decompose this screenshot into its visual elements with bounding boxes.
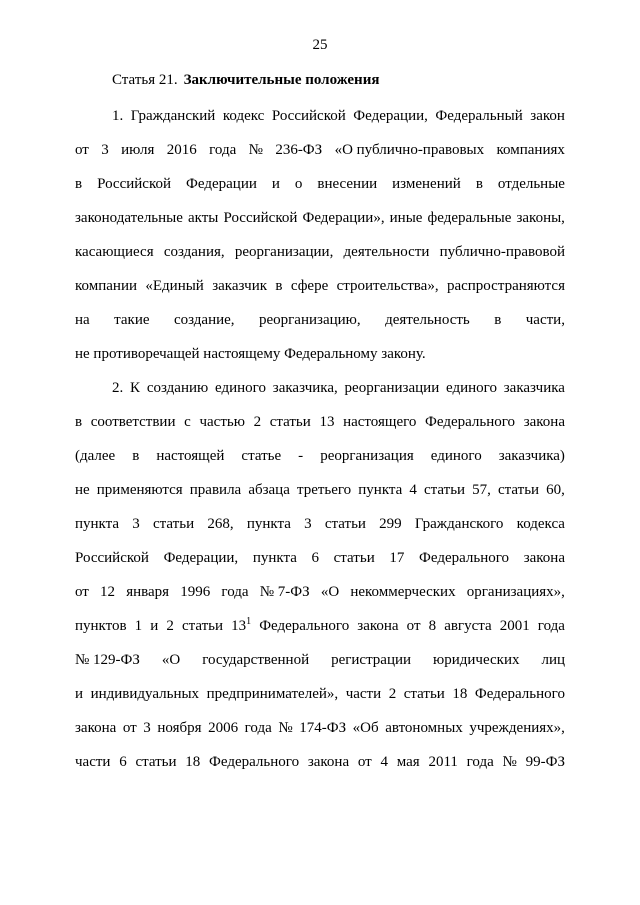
superscript: 1 (246, 616, 252, 627)
word: единого (430, 448, 482, 464)
word: частью (199, 414, 245, 430)
word: Федерации (186, 176, 257, 192)
word: создания, (163, 244, 225, 260)
word: не (75, 482, 90, 498)
word: в (275, 278, 283, 294)
word: статьи (423, 482, 466, 498)
word: кодекс (222, 108, 265, 124)
word: в (75, 414, 83, 430)
word: «О публично-правовых (334, 142, 485, 158)
word: года (244, 720, 272, 736)
word: учреждениях», (469, 720, 565, 736)
word: в (475, 176, 483, 192)
paragraph-1-line (75, 243, 565, 261)
word: Федерации, (353, 108, 428, 124)
word: Федерального (474, 686, 565, 702)
word: индивидуальных (90, 686, 200, 702)
word: пункта (252, 550, 297, 566)
word: 12 (100, 584, 116, 600)
word: 2. (112, 380, 124, 396)
paragraph-2-line (112, 379, 565, 397)
word: 8 (428, 618, 437, 634)
paragraph-1-line (75, 141, 565, 159)
word: года (537, 618, 565, 634)
word: законодательные (75, 210, 183, 226)
word: 299 (379, 516, 402, 532)
word: от (122, 720, 137, 736)
word: статьи (324, 516, 366, 532)
word: 1996 (180, 584, 211, 600)
word: Федерального (209, 754, 300, 770)
word: Федерального (425, 414, 516, 430)
word: государственной (202, 652, 310, 668)
word: 1 (134, 618, 143, 634)
word: заказчик (212, 278, 268, 294)
word: закона (75, 720, 117, 736)
word: настоящей (156, 448, 225, 464)
word: единого (446, 380, 497, 396)
word: с (184, 414, 191, 430)
word: 174-ФЗ (299, 720, 347, 736)
word: части (345, 686, 382, 702)
word: организациях», (466, 584, 565, 600)
word: 60, (546, 482, 565, 498)
word: статьи (333, 550, 375, 566)
word: года (209, 142, 237, 158)
paragraph-2-line (75, 719, 565, 737)
word: 13 (231, 618, 247, 634)
word: (далее (75, 448, 116, 464)
word: регистрации (331, 652, 412, 668)
word: закона (357, 618, 399, 634)
word: сфере (290, 278, 329, 294)
paragraph-2-line (75, 549, 565, 567)
paragraph-2-line (75, 413, 565, 431)
word: 2 (253, 414, 262, 430)
word: 6 (311, 550, 319, 566)
word: 17 (389, 550, 405, 566)
word: № (248, 142, 263, 158)
word: третьего (296, 482, 352, 498)
word: «Об (352, 720, 379, 736)
word: пункта (246, 516, 291, 532)
word: некоммерческих (350, 584, 456, 600)
paragraph-1-line (75, 209, 565, 227)
word: лиц (541, 652, 565, 668)
word: «О (161, 652, 181, 668)
word: акты (188, 210, 219, 226)
word: 99-ФЗ (525, 754, 565, 770)
word: 2016 (166, 142, 197, 158)
paragraph-2-line (75, 515, 565, 533)
word: Федеральный (435, 108, 523, 124)
word: и (75, 686, 84, 702)
word: реорганизация (320, 448, 414, 464)
word: закона (523, 550, 565, 566)
word: иные (389, 210, 423, 226)
word: Федерации», (302, 210, 385, 226)
word: части (75, 754, 111, 770)
word: в (494, 312, 502, 328)
word: создание, (173, 312, 235, 328)
article-number-with-superscript (231, 617, 251, 635)
word: и (271, 176, 280, 192)
word: отдельные (497, 176, 565, 192)
word: 18 (452, 686, 468, 702)
word: реорганизации, (234, 244, 334, 260)
word: Федерального (419, 550, 510, 566)
word: статьи (403, 686, 445, 702)
word: 3 (132, 516, 140, 532)
word: заказчика, (272, 380, 338, 396)
word: Российской (223, 210, 298, 226)
word: настоящего (343, 414, 417, 430)
word: о (294, 176, 303, 192)
paragraph-1-last-line: не противоречащей настоящему Федеральному закону. (75, 346, 426, 362)
word: касающиеся (75, 244, 154, 260)
word: кодекса (516, 516, 565, 532)
word: заказчика) (498, 448, 565, 464)
word: 4 (409, 482, 417, 498)
word: статьи (269, 414, 311, 430)
word: такие (114, 312, 150, 328)
word: 2 (388, 686, 397, 702)
paragraph-1-line (112, 107, 565, 125)
word: автономных (385, 720, 463, 736)
word: Федерального (259, 618, 350, 634)
word: юридических (433, 652, 520, 668)
word: статье (241, 448, 282, 464)
word: строительства», (336, 278, 439, 294)
word: компаниях (496, 142, 565, 158)
word: закон (530, 108, 565, 124)
word: № (502, 754, 517, 770)
word: изменений (392, 176, 461, 192)
word: статьи (135, 754, 177, 770)
word: мая (396, 754, 420, 770)
word: единого (215, 380, 266, 396)
word: распространяются (446, 278, 565, 294)
word: - (298, 448, 304, 464)
word: применяются (96, 482, 183, 498)
word: 2006 (208, 720, 239, 736)
word: пункта (75, 516, 120, 532)
paragraph-2-line (75, 447, 565, 465)
word: от (75, 584, 89, 600)
word: 2011 (428, 754, 458, 770)
paragraph-2-line (75, 685, 565, 703)
word: Гражданский (130, 108, 216, 124)
word: 2001 (499, 618, 530, 634)
word: закона (307, 754, 350, 770)
word: 268, (207, 516, 234, 532)
paragraph-1-line (75, 311, 565, 329)
word: 18 (185, 754, 201, 770)
word: Гражданского (414, 516, 504, 532)
word: 1. (112, 108, 124, 124)
word: публично-правовой (439, 244, 565, 260)
word: 236-ФЗ (275, 142, 323, 158)
word: года (221, 584, 249, 600)
word: от (357, 754, 372, 770)
paragraph-1-line (75, 277, 565, 295)
word: Российской (271, 108, 346, 124)
word: К (130, 380, 141, 396)
word: № (278, 720, 293, 736)
paragraph-2-line-with-superscript (75, 617, 565, 635)
word: и (150, 618, 159, 634)
word: года (466, 754, 494, 770)
article-number: Статья 21. (112, 72, 178, 88)
word: статьи (497, 482, 540, 498)
word: внесении (317, 176, 378, 192)
word: ноября (157, 720, 202, 736)
word: в (132, 448, 140, 464)
word: от (406, 618, 421, 634)
word: федеральные (427, 210, 512, 226)
word: правила (189, 482, 242, 498)
word: деятельность (385, 312, 470, 328)
word: соответствии (90, 414, 176, 430)
word: 2 (166, 618, 174, 634)
word: № 129-ФЗ (75, 652, 140, 668)
word: компании (75, 278, 137, 294)
word: статьи (153, 516, 195, 532)
article-heading (112, 72, 379, 89)
word: от (75, 142, 89, 158)
word: пункта (358, 482, 403, 498)
word: 3 (101, 142, 109, 158)
word: созданию (146, 380, 209, 396)
word: 3 (304, 516, 312, 532)
word: Российской (97, 176, 172, 192)
paragraph-2-line (75, 651, 565, 669)
word: статьи (181, 618, 224, 634)
word: заказчика (503, 380, 565, 396)
word: абзаца (248, 482, 290, 498)
word: «Единый (145, 278, 204, 294)
word: № 7-ФЗ (259, 584, 310, 600)
word: «О (320, 584, 340, 600)
paragraph-2-line (75, 583, 565, 601)
word: января (126, 584, 170, 600)
page-number: 25 (312, 37, 328, 53)
word: 13 (319, 414, 335, 430)
paragraph-2-line (75, 753, 565, 771)
word: реорганизации (344, 380, 440, 396)
word: на (75, 312, 90, 328)
word: 3 (143, 720, 151, 736)
word: части, (525, 312, 565, 328)
word: в (75, 176, 83, 192)
word: июля (121, 142, 155, 158)
word: пунктов (75, 618, 127, 634)
article-title: Заключительные положения (183, 72, 380, 88)
word: Федерации, (163, 550, 239, 566)
word: 6 (119, 754, 127, 770)
word: реорганизацию, (259, 312, 361, 328)
paragraph-1-line (75, 175, 565, 193)
word: закона (523, 414, 565, 430)
word: деятельности (343, 244, 430, 260)
word: Российской (75, 550, 149, 566)
word: августа (444, 618, 492, 634)
word: законы, (516, 210, 565, 226)
paragraph-2-line (75, 481, 565, 499)
word: 4 (380, 754, 388, 770)
word: 57, (472, 482, 491, 498)
word: предпринимателей», (206, 686, 339, 702)
